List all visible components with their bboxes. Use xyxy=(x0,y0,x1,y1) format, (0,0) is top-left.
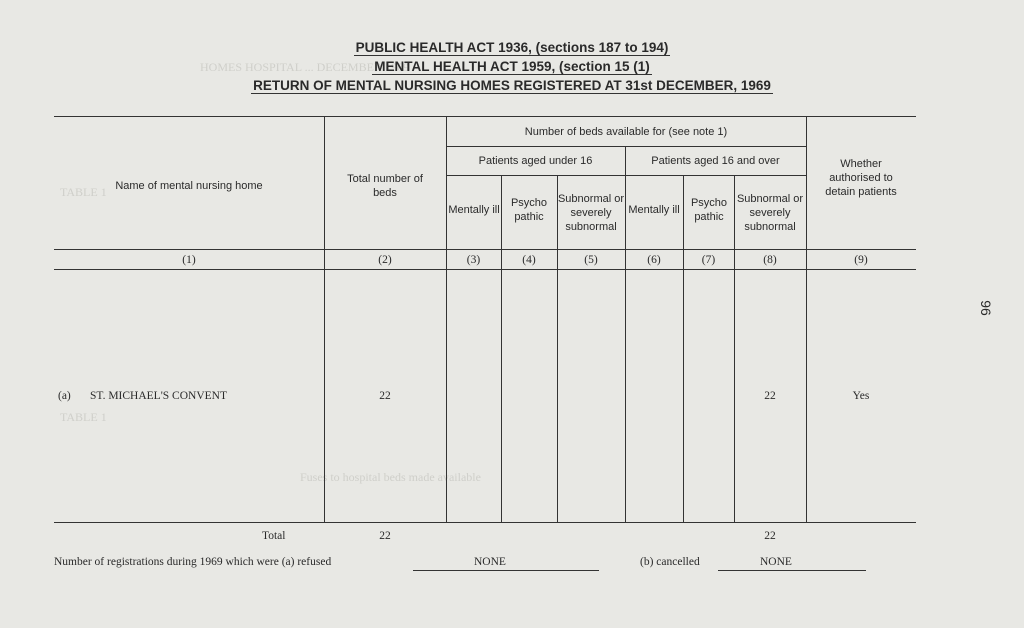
show-through-text: HOMES HOSPITAL ... DECEMBER 1969 xyxy=(200,60,409,74)
footer-cancelled-label: (b) cancelled xyxy=(640,556,700,568)
footer-cancelled-value: NONE xyxy=(760,556,792,568)
footer-refused-value: NONE xyxy=(474,556,506,568)
title-line-3: RETURN OF MENTAL NURSING HOMES REGISTERED AT 31st DECEMBER, 1969 xyxy=(253,78,771,93)
show-through-text: Fuses to hospital beds made available xyxy=(300,470,481,484)
rule-col-9 xyxy=(806,116,807,522)
col-number-3: (3) xyxy=(466,254,481,266)
header-total-beds: Total number of beds xyxy=(347,173,423,199)
col-number-2: (2) xyxy=(378,254,392,266)
header-beds-available: Number of beds available for (see note 1) xyxy=(524,126,728,138)
totals-total-beds: 22 xyxy=(379,530,391,542)
rule-column-numbers xyxy=(54,269,916,270)
row-home-name: ST. MICHAEL'S CONVENT xyxy=(90,390,227,402)
footer-registrations-text: Number of registrations during 1969 which were (a) refused xyxy=(54,556,332,568)
nursing-homes-table xyxy=(54,116,916,522)
header-mentally-ill-over16: Mentally ill xyxy=(628,204,680,216)
show-through-text: TABLE 1 xyxy=(60,410,107,424)
footer-cancelled-line xyxy=(718,570,866,571)
rule-col-7 xyxy=(683,175,684,522)
rule-beds-available xyxy=(446,146,806,147)
header-under-16: Patients aged under 16 xyxy=(478,155,593,167)
document-titles xyxy=(0,38,1024,95)
footer-refused-line xyxy=(413,570,599,571)
row-total-beds: 22 xyxy=(379,390,391,402)
header-psychopathic-over16: Psycho pathic xyxy=(690,197,728,223)
rule-top xyxy=(54,116,916,117)
header-over-16: Patients aged 16 and over xyxy=(651,155,780,167)
page-number: 96 xyxy=(978,300,995,316)
col-number-9: (9) xyxy=(854,254,868,266)
rule-col-2 xyxy=(324,116,325,522)
header-name: Name of mental nursing home xyxy=(115,180,263,192)
header-mentally-ill-under16: Mentally ill xyxy=(448,204,500,216)
rule-totals xyxy=(54,522,916,523)
rule-header-bottom xyxy=(54,249,916,250)
header-authorised: Whether authorised to detain patients xyxy=(825,158,897,198)
col-number-6: (6) xyxy=(647,254,661,266)
rule-age-groups xyxy=(446,175,806,176)
col-number-4: (4) xyxy=(522,254,536,266)
rule-col-3 xyxy=(446,116,447,522)
totals-subnormal-over16: 22 xyxy=(764,530,776,542)
col-number-8: (8) xyxy=(763,254,777,266)
title-line-2: MENTAL HEALTH ACT 1959, (section 15 (1) xyxy=(374,59,650,74)
col-number-7: (7) xyxy=(701,254,716,266)
title-line-1: PUBLIC HEALTH ACT 1936, (sections 187 to 194) xyxy=(355,40,669,55)
show-through-text: TABLE 1 xyxy=(60,185,107,199)
header-psychopathic-under16: Psycho pathic xyxy=(510,197,548,223)
col-number-1: (1) xyxy=(182,254,196,266)
header-subnormal-over16: Subnormal or severely subnormal xyxy=(736,193,804,233)
row-subnormal-over16: 22 xyxy=(764,390,776,402)
row-authorised: Yes xyxy=(852,390,870,402)
row-label: (a) xyxy=(58,390,71,402)
totals-label: Total xyxy=(262,530,286,542)
col-number-5: (5) xyxy=(584,254,598,266)
rule-col-4 xyxy=(501,175,502,522)
header-subnormal-under16: Subnormal or severely subnormal xyxy=(557,193,625,233)
